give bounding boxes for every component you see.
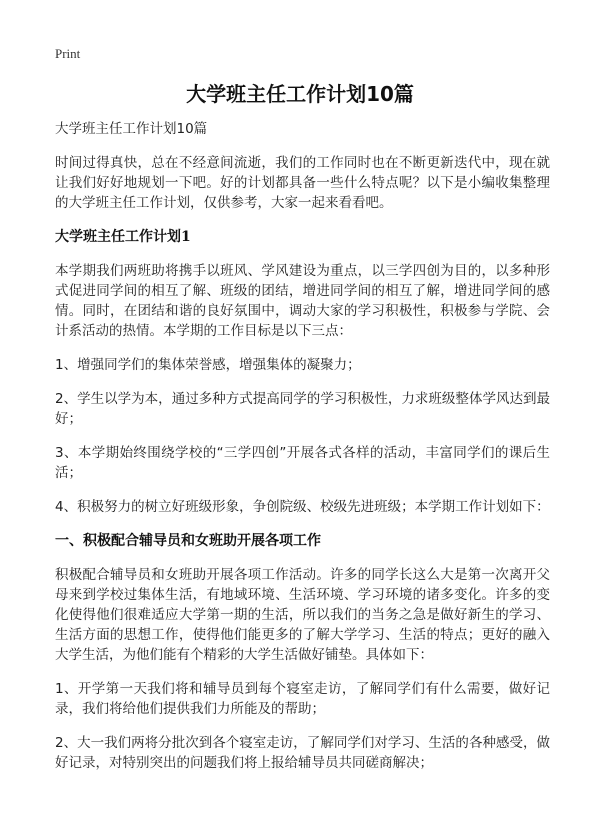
section-paragraph: 本学期我们两班助将携手以班风、学风建设为重点，以三学四创为目的，以多种形式促进同学间的相互了解、班级的团结，增进同学间的相互了解，增进同学间的感情。同时，在团结和谐的良好氛围中，调动大家的学习积极性，积极参与学院、会计系活动的热情。本学期的工作目标是以下三点： (55, 263, 550, 339)
list-item: 4、积极努力的树立好班级形象，争创院级、校级先进班级；本学期工作计划如下： (55, 499, 550, 515)
list-item: 1、开学第一天我们将和辅导员到每个寝室走访，了解同学们有什么需要，做好记录，我们将给他们提供我们力所能及的帮助； (55, 681, 550, 717)
section-heading: 大学班主任工作计划1 (55, 229, 191, 245)
print-link[interactable]: Print (55, 46, 81, 61)
list-item: 2、大一我们两将分批次到各个寝室走访，了解同学们对学习、生活的各种感受，做好记录，对特别突出的问题我们将上报给辅导员共同磋商解决； (55, 735, 550, 771)
list-item: 1、增强同学们的集体荣誉感，增强集体的凝聚力； (55, 357, 361, 373)
page-title: 大学班主任工作计划10篇 (186, 82, 414, 106)
document-subtitle: 大学班主任工作计划10篇 (55, 121, 208, 137)
section-paragraph: 积极配合辅导员和女班助开展各项工作活动。许多的同学长这么大是第一次离开父母来到学校过集体生活，有地域环境、生活环境、学习环境的诸多变化。许多的变化使得他们很难适应大学第一期的生活，所以我们的当务之急是做好新生的学习、生活方面的思想工作，使得他们能更多的了解大学学习、生活的特点；更好的融入大学生活，为他们能有个精彩的大学生活做好铺垫。具体如下： (55, 567, 550, 663)
section-heading: 一、积极配合辅导员和女班助开展各项工作 (55, 533, 321, 549)
document-body (55, 119, 550, 787)
list-item: 2、学生以学为本，通过多种方式提高同学的学习积极性，力求班级整体学风达到最好； (55, 391, 550, 427)
list-item: 3、本学期始终围绕学校的“三学四创”开展各式各样的活动，丰富同学们的课后生活； (55, 445, 550, 481)
intro-paragraph: 时间过得真快，总在不经意间流逝，我们的工作同时也在不断更新迭代中，现在就让我们好好地规划一下吧。好的计划都具备一些什么特点呢？以下是小编收集整理的大学班主任工作计划，仅供参考，大家一起来看看吧。 (55, 155, 550, 211)
